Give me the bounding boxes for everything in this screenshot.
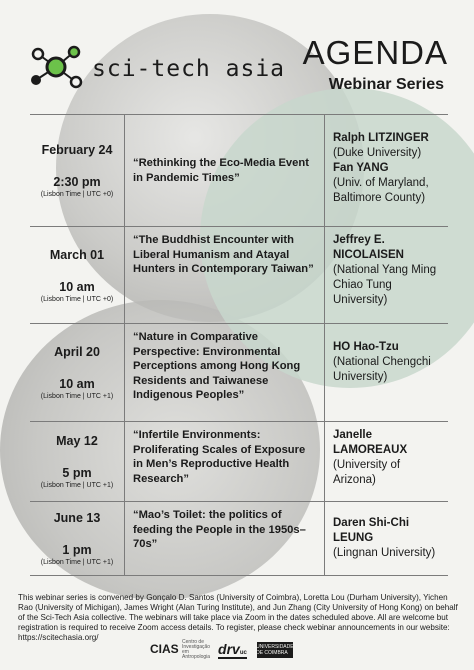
- speaker-name: Fan YANG: [333, 162, 389, 174]
- cias-logo-text: CIAS: [150, 642, 179, 657]
- speaker-name: Ralph LITZINGER: [333, 132, 429, 144]
- agenda-table: [30, 114, 448, 576]
- session-speakers: [325, 422, 448, 501]
- session-date: June 13: [53, 511, 101, 525]
- speaker-name: Janelle LAMOREAUX: [333, 429, 408, 456]
- session-title-text: “Nature in Comparative Perspective: Environmental Perceptions among Hong Kong Residents and Taiwanese Indigenous Peoples”: [133, 331, 301, 401]
- speaker-affiliation: (National Chengchi University): [333, 356, 431, 383]
- session-time: 1 pm: [62, 543, 92, 557]
- session-timezone: (Lisbon Time | UTC +1): [40, 393, 114, 400]
- sci-tech-asia-logo-icon: [26, 44, 86, 90]
- session-time: 10 am: [59, 377, 95, 391]
- agenda-row: [30, 421, 448, 501]
- session-datetime: [30, 115, 125, 226]
- speaker-name: HO Hao-Tzu: [333, 341, 399, 353]
- partner-logos: [150, 640, 293, 660]
- speaker-name: Daren Shi-Chi LEUNG: [333, 517, 410, 544]
- page-title: AGENDA: [302, 34, 448, 71]
- session-timezone: (Lisbon Time | UTC +0): [40, 295, 114, 303]
- session-speakers: [325, 227, 448, 323]
- cias-logo-subtext: Centro de Investigação em Antropologia: [182, 639, 211, 660]
- session-title-text: “Mao’s Toilet: the politics of feeding the People in the 1950s–70s”: [133, 509, 306, 550]
- coimbra-logo-text: UNIVERSIDADE DE COIMBRA: [256, 644, 294, 656]
- drv-logo: [218, 641, 247, 659]
- speaker-affiliation: (National Yang Ming Chiao Tung University): [333, 264, 437, 306]
- speaker-affiliation: (Univ. of Maryland, Baltimore County): [333, 177, 429, 204]
- session-date: March 01: [49, 247, 105, 262]
- session-title: [125, 115, 325, 226]
- session-speakers: [325, 324, 448, 421]
- session-timezone: (Lisbon Time | UTC +1): [40, 559, 114, 566]
- session-datetime: [30, 227, 125, 323]
- speaker-affiliation: (University of Arizona): [333, 459, 401, 486]
- cias-logo: [150, 639, 211, 660]
- agenda-row: [30, 323, 448, 421]
- agenda-row: [30, 114, 448, 226]
- agenda-row: [30, 226, 448, 323]
- session-time: 10 am: [59, 279, 95, 294]
- session-title: [125, 502, 325, 575]
- coimbra-logo: [257, 642, 293, 658]
- session-title-text: “Infertile Environments: Proliferating Scales of Exposure in Men’s Reproductive Health Research”: [133, 429, 306, 485]
- drv-logo-subtext: uc: [239, 650, 247, 656]
- speaker-affiliation: (Lingnan University): [333, 547, 436, 559]
- session-datetime: [30, 502, 125, 575]
- brand-name: sci-tech asia: [92, 56, 286, 82]
- agenda-row: [30, 501, 448, 576]
- speaker-affiliation: (Duke University): [333, 147, 422, 159]
- session-timezone: (Lisbon Time | UTC +1): [40, 482, 114, 489]
- session-title: [125, 227, 325, 323]
- session-title: [125, 422, 325, 501]
- footer-note: This webinar series is convened by Gonçalo D. Santos (University of Coimbra), Loretta Lou (Durham University), Yichen Rao (University of Michigan), James Wright (Alan Turing Institute), and Jun Zhang (City University of Hong Kong) on behalf of the Sci-Tech Asia collective. The webinars will take place via Zoom in the dates scheduled above. All are welcome but registration is required to receive Zoom access details. To register, please check webinar announcements in our website: https://scitechasia.org/: [18, 593, 458, 642]
- session-title: [125, 324, 325, 421]
- session-time: 5 pm: [62, 466, 92, 480]
- session-speakers: [325, 115, 448, 226]
- session-time: 2:30 pm: [53, 175, 101, 189]
- speaker-name: Jeffrey E. NICOLAISEN: [333, 234, 404, 261]
- session-title-text: “The Buddhist Encounter with Liberal Humanism and Atayal Hunters in Contemporary Taiwan”: [133, 234, 314, 275]
- drv-logo-text: drv: [218, 641, 240, 657]
- session-date: May 12: [56, 434, 98, 448]
- session-date: February 24: [41, 143, 113, 157]
- session-speakers: [325, 502, 448, 575]
- page-subtitle: Webinar Series: [328, 76, 444, 93]
- session-datetime: [30, 324, 125, 421]
- session-timezone: (Lisbon Time | UTC +0): [40, 191, 114, 198]
- session-datetime: [30, 422, 125, 501]
- session-date: April 20: [54, 345, 100, 359]
- session-title-text: “Rethinking the Eco-Media Event in Pandemic Times”: [133, 157, 309, 184]
